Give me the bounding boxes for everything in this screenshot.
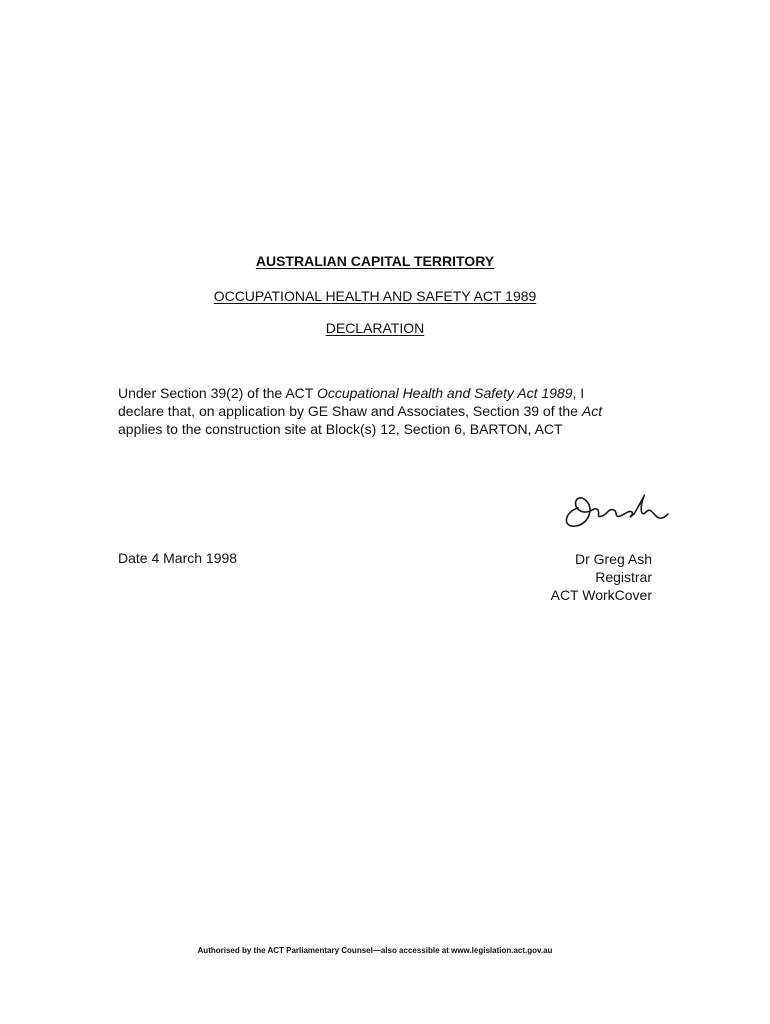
declaration-heading: DECLARATION [325, 320, 425, 336]
handwritten-signature [556, 488, 676, 538]
territory-heading: AUSTRALIAN CAPITAL TERRITORY [255, 253, 495, 269]
declaration-date: Date 4 March 1998 [118, 550, 238, 566]
signatory-organisation: ACT WorkCover [550, 587, 652, 603]
body-line-1-prefix: Under Section 39(2) of the ACT [118, 385, 317, 401]
body-line-2-prefix: declare that, on application by GE Shaw and Associates, Section 39 of the [118, 403, 582, 419]
act-heading: OCCUPATIONAL HEALTH AND SAFETY ACT 1989 [213, 288, 537, 304]
signatory-block [551, 550, 652, 604]
act-title-italic: Occupational Health and Safety Act 1989 [316, 385, 573, 401]
act-word-italic: Act [581, 403, 603, 419]
signatory-name: Dr Greg Ash [574, 551, 652, 567]
signatory-title: Registrar [595, 569, 652, 585]
body-line-2 [118, 402, 678, 420]
body-line-3: applies to the construction site at Block(s) 12, Section 6, BARTON, ACT [118, 421, 563, 437]
declaration-body [118, 384, 678, 438]
body-line-1-suffix: , I [572, 385, 585, 401]
footer-authorisation: Authorised by the ACT Parliamentary Counsel—also accessible at www.legislation.act.gov.au [197, 946, 553, 955]
body-line-1 [118, 384, 678, 402]
